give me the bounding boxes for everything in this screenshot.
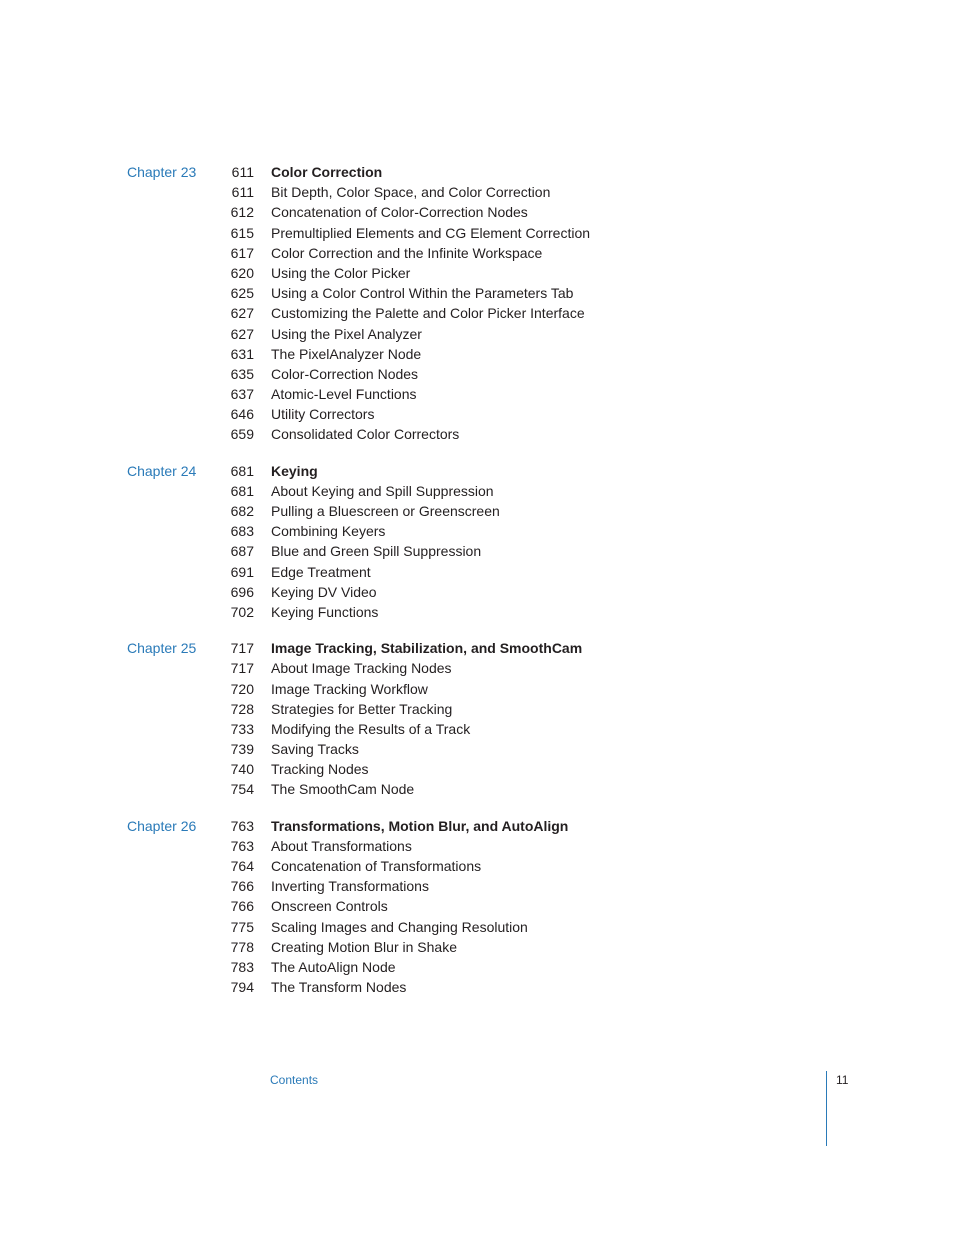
toc-entry[interactable]: [0, 364, 954, 384]
entry-title[interactable]: Utility Correctors: [271, 406, 375, 423]
entry-title[interactable]: Tracking Nodes: [271, 761, 369, 778]
entry-title[interactable]: Concatenation of Transformations: [271, 858, 482, 874]
toc-entry[interactable]: [0, 856, 954, 876]
toc-entry[interactable]: [0, 541, 954, 561]
entry-page-number: 733: [230, 720, 254, 737]
toc-entry[interactable]: [0, 344, 954, 364]
toc-entry[interactable]: [0, 182, 954, 202]
entry-page-number: 739: [230, 741, 254, 758]
chapter-page-number: 611: [231, 164, 254, 180]
entry-page-number: 728: [230, 700, 254, 717]
entry-page-number: 627: [230, 325, 254, 342]
chapter-label[interactable]: Chapter 24: [127, 462, 197, 479]
chapter-title[interactable]: Transformations, Motion Blur, and AutoAlign: [271, 817, 569, 834]
toc-entry[interactable]: [0, 481, 954, 501]
entry-page-number: 754: [230, 781, 254, 798]
entry-title[interactable]: The AutoAlign Node: [271, 958, 396, 975]
entry-page-number: 720: [230, 680, 254, 697]
entry-title[interactable]: Strategies for Better Tracking: [271, 700, 453, 717]
chapter-label[interactable]: Chapter 26: [127, 817, 197, 834]
toc-entry[interactable]: [0, 283, 954, 303]
entry-page-number: 681: [230, 482, 254, 499]
footer-section-label[interactable]: Contents: [270, 1073, 319, 1087]
toc-entry[interactable]: [0, 404, 954, 424]
toc-entry[interactable]: [0, 957, 954, 977]
entry-page-number: 764: [230, 858, 254, 874]
toc-entry[interactable]: [0, 917, 954, 937]
entry-title[interactable]: Bit Depth, Color Space, and Color Correction: [271, 184, 551, 201]
entry-title[interactable]: Consolidated Color Correctors: [271, 426, 460, 443]
entry-page-number: 683: [230, 523, 254, 540]
toc-entry[interactable]: [0, 719, 954, 739]
entry-title[interactable]: Onscreen Controls: [271, 898, 388, 915]
entry-page-number: 740: [230, 761, 254, 778]
entry-page-number: 691: [230, 563, 254, 580]
toc-entry[interactable]: [0, 202, 954, 222]
toc-entry[interactable]: [0, 263, 954, 283]
chapter-heading-row[interactable]: [0, 638, 954, 658]
entry-page-number: 763: [230, 837, 254, 854]
entry-title[interactable]: The Transform Nodes: [271, 979, 407, 996]
entry-title[interactable]: Customizing the Palette and Color Picker Interface: [271, 305, 585, 322]
entry-title[interactable]: Using a Color Control Within the Parameters Tab: [271, 285, 574, 302]
entry-title[interactable]: Atomic-Level Functions: [271, 386, 417, 403]
entry-title[interactable]: Inverting Transformations: [271, 878, 429, 895]
entry-page-number: 627: [230, 305, 254, 322]
entry-page-number: 794: [230, 979, 254, 996]
entry-title[interactable]: Modifying the Results of a Track: [271, 720, 471, 737]
entry-page-number: 617: [230, 244, 254, 261]
toc-entry[interactable]: [0, 303, 954, 323]
entry-title[interactable]: Color Correction and the Infinite Workspace: [271, 244, 543, 261]
toc-entry[interactable]: [0, 836, 954, 856]
entry-page-number: 635: [230, 365, 254, 382]
entry-title[interactable]: Creating Motion Blur in Shake: [271, 938, 457, 955]
entry-title[interactable]: About Transformations: [271, 837, 412, 854]
entry-title[interactable]: Saving Tracks: [271, 741, 359, 758]
entry-page-number: 620: [230, 264, 254, 281]
toc-entry[interactable]: [0, 779, 954, 799]
chapter-title[interactable]: Keying: [271, 462, 318, 479]
chapter-heading-row[interactable]: [0, 816, 954, 836]
entry-title[interactable]: Color-Correction Nodes: [271, 365, 419, 382]
entry-title[interactable]: Edge Treatment: [271, 563, 371, 580]
entry-title[interactable]: Combining Keyers: [271, 523, 386, 540]
chapter-page-number: 763: [230, 817, 254, 834]
toc-entry[interactable]: [0, 501, 954, 521]
toc-entry[interactable]: [0, 223, 954, 243]
chapter-24-section: [0, 461, 954, 623]
chapter-23-section: [0, 162, 954, 445]
toc-entry[interactable]: [0, 324, 954, 344]
entry-title[interactable]: Image Tracking Workflow: [271, 680, 428, 697]
toc-entry[interactable]: [0, 759, 954, 779]
entry-title[interactable]: Keying DV Video: [271, 583, 377, 600]
entry-page-number: 687: [230, 543, 254, 560]
entry-page-number: 682: [230, 503, 254, 519]
toc-entry[interactable]: [0, 876, 954, 896]
entry-page-number: 766: [230, 898, 254, 915]
entry-page-number: 766: [230, 878, 254, 895]
entry-page-number: 612: [230, 204, 254, 221]
toc-entry[interactable]: [0, 739, 954, 759]
entry-title[interactable]: Pulling a Bluescreen or Greenscreen: [271, 503, 500, 519]
chapter-label[interactable]: Chapter 25: [127, 640, 197, 657]
entry-title[interactable]: About Keying and Spill Suppression: [271, 482, 494, 499]
entry-title[interactable]: Using the Pixel Analyzer: [271, 325, 422, 342]
entry-title[interactable]: About Image Tracking Nodes: [271, 660, 452, 677]
toc-entry[interactable]: [0, 896, 954, 916]
footer-page-number: 11: [836, 1073, 849, 1087]
entry-page-number: 611: [231, 184, 254, 201]
chapter-title[interactable]: Image Tracking, Stabilization, and SmoothCam: [271, 640, 583, 657]
footer-divider: [826, 1071, 827, 1146]
chapter-title[interactable]: Color Correction: [271, 164, 383, 180]
chapter-heading-row[interactable]: [0, 461, 954, 481]
entry-title[interactable]: Keying Functions: [271, 603, 379, 620]
chapter-26-section: [0, 816, 954, 998]
chapter-label[interactable]: Chapter 23: [127, 164, 197, 180]
entry-title[interactable]: Concatenation of Color-Correction Nodes: [271, 204, 528, 221]
entry-title[interactable]: Using the Color Picker: [271, 264, 411, 281]
table-of-contents: [0, 162, 954, 1013]
entry-page-number: 646: [230, 406, 254, 423]
toc-entry[interactable]: [0, 562, 954, 582]
entry-page-number: 775: [230, 918, 254, 935]
toc-entry[interactable]: [0, 521, 954, 541]
toc-entry[interactable]: [0, 937, 954, 957]
entry-title[interactable]: The PixelAnalyzer Node: [271, 345, 422, 362]
toc-entry[interactable]: [0, 679, 954, 699]
entry-title[interactable]: Premultiplied Elements and CG Element Correction: [271, 224, 591, 241]
toc-entry[interactable]: [0, 582, 954, 602]
chapter-page-number: 717: [230, 640, 254, 657]
entry-page-number: 631: [230, 345, 254, 362]
chapter-page-number: 681: [230, 462, 254, 479]
chapter-25-section: [0, 638, 954, 800]
toc-entry[interactable]: [0, 699, 954, 719]
entry-page-number: 659: [230, 426, 254, 443]
toc-entry[interactable]: [0, 658, 954, 678]
entry-page-number: 625: [230, 285, 254, 302]
toc-entry[interactable]: [0, 424, 954, 444]
entry-page-number: 702: [230, 603, 254, 620]
toc-entry[interactable]: [0, 384, 954, 404]
chapter-heading-row[interactable]: [0, 162, 954, 182]
entry-title[interactable]: Blue and Green Spill Suppression: [271, 543, 482, 560]
entry-page-number: 615: [230, 224, 254, 241]
entry-page-number: 637: [230, 386, 254, 403]
entry-page-number: 778: [230, 938, 254, 955]
entry-title[interactable]: The SmoothCam Node: [271, 781, 415, 798]
entry-page-number: 696: [230, 583, 254, 600]
toc-entry[interactable]: [0, 243, 954, 263]
entry-page-number: 783: [230, 958, 254, 975]
entry-page-number: 717: [230, 660, 254, 677]
toc-entry[interactable]: [0, 602, 954, 622]
toc-entry[interactable]: [0, 977, 954, 997]
entry-title[interactable]: Scaling Images and Changing Resolution: [271, 918, 528, 935]
